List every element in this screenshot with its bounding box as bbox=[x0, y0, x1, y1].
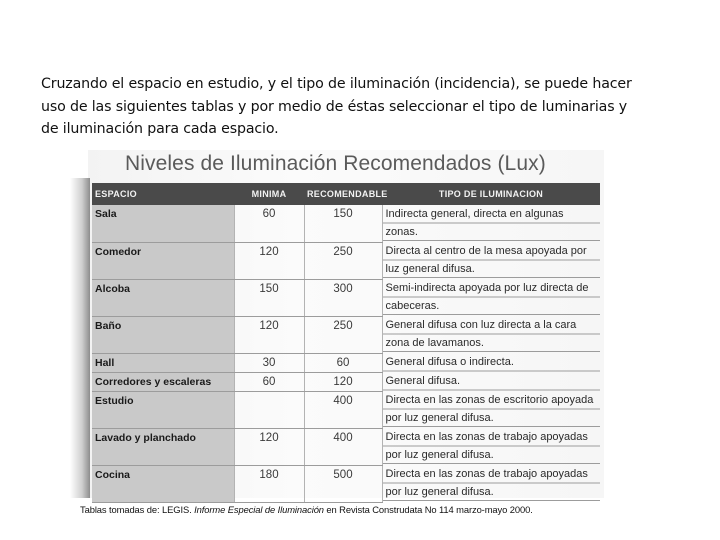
cell-min: 30 bbox=[234, 353, 304, 372]
cell-type: Semi-indirecta apoyada por luz directa de cabeceras. bbox=[382, 279, 600, 316]
cell-space: Comedor bbox=[92, 242, 234, 279]
cell-rec: 400 bbox=[304, 391, 382, 428]
cell-space: Estudio bbox=[92, 391, 234, 428]
cell-type: Directa en las zonas de trabajo apoyadas por luz general difusa. bbox=[382, 465, 600, 502]
cell-rec: 250 bbox=[304, 316, 382, 353]
caption-title: Informe Especial de Iluminación bbox=[194, 504, 324, 515]
cell-type: Indirecta general, directa en algunas zonas. bbox=[382, 205, 600, 242]
table-row bbox=[92, 372, 600, 391]
header-rec: RECOMENDABLE bbox=[304, 183, 382, 205]
intro-paragraph bbox=[41, 73, 681, 141]
table-row bbox=[92, 205, 600, 242]
table-header-row bbox=[92, 183, 600, 205]
scanned-table-image bbox=[88, 150, 604, 498]
cell-space: Sala bbox=[92, 205, 234, 242]
table-row bbox=[92, 279, 600, 316]
cell-type: General difusa con luz directa a la cara zona de lavamanos. bbox=[382, 316, 600, 353]
cell-space: Baño bbox=[92, 316, 234, 353]
intro-line-2: uso de las siguientes tablas y por medio de éstas seleccionar el tipo de luminarias y bbox=[41, 98, 628, 115]
cell-rec: 120 bbox=[304, 372, 382, 391]
cell-min: 120 bbox=[234, 242, 304, 279]
source-caption bbox=[80, 504, 533, 515]
table-row bbox=[92, 242, 600, 279]
cell-rec: 250 bbox=[304, 242, 382, 279]
cell-space: Cocina bbox=[92, 465, 234, 502]
cell-type: General difusa o indirecta. bbox=[382, 353, 600, 372]
cell-type: Directa al centro de la mesa apoyada por luz general difusa. bbox=[382, 242, 600, 279]
table-row bbox=[92, 428, 600, 465]
intro-line-1: Cruzando el espacio en estudio, y el tipo de iluminación (incidencia), se puede hacer bbox=[41, 76, 632, 92]
cell-min: 180 bbox=[234, 465, 304, 502]
table-row bbox=[92, 391, 600, 428]
caption-suffix: en Revista Construdata No 114 marzo-mayo 2000. bbox=[323, 504, 533, 515]
cell-min: 120 bbox=[234, 428, 304, 465]
cell-space: Alcoba bbox=[92, 279, 234, 316]
table-row bbox=[92, 353, 600, 372]
cell-space: Lavado y planchado bbox=[92, 428, 234, 465]
header-space: ESPACIO bbox=[92, 183, 234, 205]
caption-prefix: Tablas tomadas de: LEGIS. bbox=[80, 504, 195, 515]
cell-rec: 300 bbox=[304, 279, 382, 316]
table-row bbox=[92, 316, 600, 353]
cell-min: 120 bbox=[234, 316, 304, 353]
cell-space: Corredores y escaleras bbox=[92, 372, 234, 391]
illumination-table bbox=[92, 183, 600, 503]
header-type: TIPO DE ILUMINACION bbox=[382, 183, 600, 205]
cell-min: 60 bbox=[234, 372, 304, 391]
scan-shadow bbox=[70, 178, 90, 498]
table-title: Niveles de Iluminación Recomendados (Lux) bbox=[125, 152, 546, 175]
cell-type: General difusa. bbox=[382, 372, 600, 391]
cell-rec: 150 bbox=[304, 205, 382, 242]
cell-rec: 500 bbox=[304, 465, 382, 502]
cell-type: Directa en las zonas de escritorio apoyada por luz general difusa. bbox=[382, 391, 600, 428]
header-min: MINIMA bbox=[234, 183, 304, 205]
intro-line-3: de iluminación para cada espacio. bbox=[41, 121, 279, 137]
cell-min: 60 bbox=[234, 205, 304, 242]
cell-min bbox=[234, 391, 304, 428]
table-row bbox=[92, 465, 600, 502]
cell-space: Hall bbox=[92, 353, 234, 372]
cell-type: Directa en las zonas de trabajo apoyadas por luz general difusa. bbox=[382, 428, 600, 465]
cell-rec: 60 bbox=[304, 353, 382, 372]
cell-min: 150 bbox=[234, 279, 304, 316]
cell-rec: 400 bbox=[304, 428, 382, 465]
